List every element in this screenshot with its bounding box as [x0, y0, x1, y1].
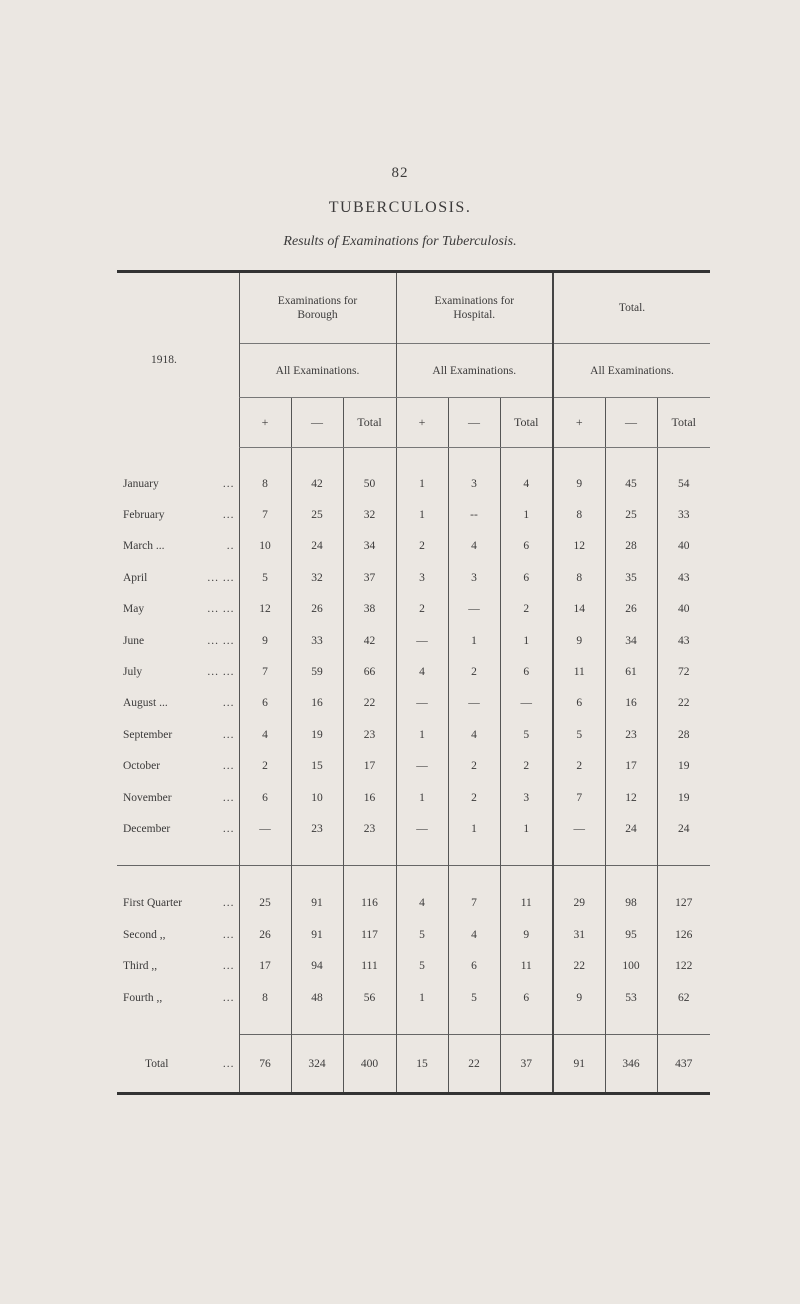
- page-number: 82: [391, 165, 409, 181]
- row-label: [117, 625, 239, 656]
- cell-hospital-minus: 22: [448, 1037, 500, 1094]
- table-row: [117, 594, 710, 625]
- cell-borough-plus: 2: [239, 751, 291, 782]
- cell-borough-minus: 19: [291, 719, 343, 750]
- cell-borough-plus: 26: [239, 919, 291, 951]
- column-header-total-total: Total: [657, 398, 710, 448]
- column-header-hospital-minus: —: [448, 398, 500, 448]
- cell-borough-total: 42: [343, 625, 396, 656]
- cell-hospital-minus: 2: [448, 782, 500, 813]
- table-row: [117, 468, 710, 499]
- cell-total-plus: 31: [553, 919, 605, 951]
- cell-borough-minus: 324: [291, 1037, 343, 1094]
- cell-total-plus: 8: [553, 562, 605, 593]
- row-label-dots: ...: [222, 960, 235, 973]
- cell-hospital-plus: —: [396, 625, 448, 656]
- row-label-text: November: [123, 791, 172, 804]
- cell-borough-total: 17: [343, 751, 396, 782]
- cell-total-total: 122: [657, 951, 710, 983]
- cell-total-total: 54: [657, 468, 710, 499]
- row-label-text: December: [123, 822, 171, 835]
- cell-borough-minus: 16: [291, 688, 343, 719]
- cell-hospital-minus: —: [448, 688, 500, 719]
- cell-total-minus: 98: [605, 888, 657, 920]
- table-row: [117, 782, 710, 813]
- cell-total-minus: 45: [605, 468, 657, 499]
- cell-hospital-minus: 7: [448, 888, 500, 920]
- cell-total-plus: 7: [553, 782, 605, 813]
- row-label-text: Third ,,: [123, 960, 158, 973]
- cell-total-plus: —: [553, 813, 605, 844]
- cell-total-plus: 9: [553, 625, 605, 656]
- row-label: [117, 594, 239, 625]
- cell-total-minus: 35: [605, 562, 657, 593]
- row-label-dots: ... ...: [207, 666, 235, 679]
- row-label-text: July: [123, 666, 143, 679]
- table-row: [117, 751, 710, 782]
- column-header-borough-plus: +: [239, 398, 291, 448]
- cell-borough-total: 23: [343, 719, 396, 750]
- cell-borough-plus: 12: [239, 594, 291, 625]
- row-label: [117, 531, 239, 562]
- subheader-hospital: All Examinations.: [396, 344, 553, 398]
- cell-borough-minus: 32: [291, 562, 343, 593]
- group-header-borough: Examinations for Borough: [239, 272, 396, 344]
- row-label: [117, 919, 239, 951]
- row-label-text: Total: [145, 1058, 169, 1071]
- cell-hospital-plus: 5: [396, 951, 448, 983]
- row-label-dots: ...: [222, 697, 235, 710]
- cell-hospital-plus: 4: [396, 656, 448, 687]
- cell-total-plus: 9: [553, 982, 605, 1014]
- spacer-row: [117, 1014, 710, 1035]
- cell-total-plus: 8: [553, 499, 605, 530]
- spacer-row: [117, 845, 710, 866]
- cell-hospital-total: 6: [500, 531, 553, 562]
- row-label: [117, 982, 239, 1014]
- cell-borough-total: 32: [343, 499, 396, 530]
- cell-hospital-plus: 2: [396, 594, 448, 625]
- cell-borough-total: 16: [343, 782, 396, 813]
- cell-hospital-plus: 1: [396, 468, 448, 499]
- cell-borough-total: 34: [343, 531, 396, 562]
- row-label: [117, 468, 239, 499]
- cell-hospital-minus: 4: [448, 919, 500, 951]
- cell-borough-plus: 8: [239, 468, 291, 499]
- cell-hospital-plus: 1: [396, 982, 448, 1014]
- cell-total-plus: 29: [553, 888, 605, 920]
- cell-hospital-total: 6: [500, 656, 553, 687]
- row-label-dots: ...: [222, 897, 235, 910]
- quarter-row: [117, 951, 710, 983]
- cell-borough-total: 116: [343, 888, 396, 920]
- row-label: [117, 656, 239, 687]
- column-header-borough-total: Total: [343, 398, 396, 448]
- cell-borough-minus: 33: [291, 625, 343, 656]
- table-row: [117, 562, 710, 593]
- row-label-text: June: [123, 634, 145, 647]
- cell-hospital-minus: 1: [448, 625, 500, 656]
- cell-borough-plus: 6: [239, 688, 291, 719]
- cell-total-total: 24: [657, 813, 710, 844]
- cell-hospital-minus: 5: [448, 982, 500, 1014]
- cell-total-total: 19: [657, 751, 710, 782]
- table-row: [117, 531, 710, 562]
- cell-borough-plus: 25: [239, 888, 291, 920]
- cell-borough-plus: 76: [239, 1037, 291, 1094]
- row-label-dots: ... ...: [207, 603, 235, 616]
- cell-total-minus: 346: [605, 1037, 657, 1094]
- cell-total-total: 33: [657, 499, 710, 530]
- row-label-dots: ...: [222, 822, 235, 835]
- cell-total-total: 22: [657, 688, 710, 719]
- cell-total-total: 437: [657, 1037, 710, 1094]
- row-label: [117, 562, 239, 593]
- cell-total-total: 40: [657, 531, 710, 562]
- cell-total-plus: 9: [553, 468, 605, 499]
- cell-borough-minus: 42: [291, 468, 343, 499]
- cell-total-plus: 5: [553, 719, 605, 750]
- cell-hospital-plus: 4: [396, 888, 448, 920]
- cell-borough-minus: 25: [291, 499, 343, 530]
- row-label-text: April: [123, 571, 148, 584]
- cell-total-minus: 95: [605, 919, 657, 951]
- row-label-dots: ..: [226, 540, 235, 553]
- cell-borough-plus: 17: [239, 951, 291, 983]
- cell-hospital-minus: --: [448, 499, 500, 530]
- cell-hospital-plus: 1: [396, 719, 448, 750]
- cell-borough-total: 50: [343, 468, 396, 499]
- row-label-dots: ...: [222, 991, 235, 1004]
- total-row: [117, 1037, 710, 1094]
- cell-hospital-minus: 2: [448, 751, 500, 782]
- cell-hospital-total: 11: [500, 951, 553, 983]
- cell-borough-minus: 59: [291, 656, 343, 687]
- cell-total-total: 19: [657, 782, 710, 813]
- cell-hospital-total: —: [500, 688, 553, 719]
- row-label: [117, 719, 239, 750]
- row-label-text: First Quarter: [123, 897, 183, 910]
- row-label-dots: ...: [222, 791, 235, 804]
- cell-hospital-plus: 3: [396, 562, 448, 593]
- cell-total-minus: 16: [605, 688, 657, 719]
- cell-total-total: 72: [657, 656, 710, 687]
- cell-borough-total: 400: [343, 1037, 396, 1094]
- row-label-dots: ... ...: [207, 634, 235, 647]
- cell-hospital-total: 5: [500, 719, 553, 750]
- table-row: [117, 656, 710, 687]
- cell-hospital-plus: 1: [396, 782, 448, 813]
- cell-hospital-plus: 2: [396, 531, 448, 562]
- cell-hospital-plus: 15: [396, 1037, 448, 1094]
- column-header-total-minus: —: [605, 398, 657, 448]
- cell-borough-minus: 15: [291, 751, 343, 782]
- cell-hospital-total: 37: [500, 1037, 553, 1094]
- row-label: [117, 951, 239, 983]
- cell-total-plus: 6: [553, 688, 605, 719]
- cell-hospital-total: 9: [500, 919, 553, 951]
- cell-borough-plus: 4: [239, 719, 291, 750]
- year-header: 1918.: [151, 354, 177, 367]
- cell-borough-total: 23: [343, 813, 396, 844]
- table-subtitle: Results of Examinations for Tuberculosis.: [283, 234, 517, 249]
- cell-borough-total: 56: [343, 982, 396, 1014]
- cell-total-minus: 34: [605, 625, 657, 656]
- cell-total-plus: 22: [553, 951, 605, 983]
- cell-hospital-plus: 5: [396, 919, 448, 951]
- row-label-text: September: [123, 728, 173, 741]
- cell-borough-total: 37: [343, 562, 396, 593]
- cell-hospital-total: 11: [500, 888, 553, 920]
- row-label-dots: ...: [222, 928, 235, 941]
- cell-hospital-total: 1: [500, 499, 553, 530]
- group-header-hospital: Examinations for Hospital.: [396, 272, 553, 344]
- row-label-dots: ...: [222, 728, 235, 741]
- cell-total-total: 43: [657, 625, 710, 656]
- table-row: [117, 625, 710, 656]
- page-title: TUBERCULOSIS.: [328, 199, 472, 216]
- cell-hospital-total: 1: [500, 625, 553, 656]
- cell-borough-plus: 7: [239, 499, 291, 530]
- cell-hospital-plus: —: [396, 688, 448, 719]
- row-label: [117, 1037, 239, 1094]
- row-label-text: October: [123, 760, 161, 773]
- cell-borough-minus: 24: [291, 531, 343, 562]
- cell-hospital-total: 1: [500, 813, 553, 844]
- row-label-text: March ...: [123, 540, 165, 553]
- cell-hospital-total: 2: [500, 594, 553, 625]
- cell-hospital-minus: 1: [448, 813, 500, 844]
- cell-total-plus: 91: [553, 1037, 605, 1094]
- cell-total-total: 43: [657, 562, 710, 593]
- row-label-text: August ...: [123, 697, 168, 710]
- column-header-hospital-total: Total: [500, 398, 553, 448]
- cell-hospital-minus: 3: [448, 468, 500, 499]
- cell-hospital-total: 4: [500, 468, 553, 499]
- row-label-dots: ...: [222, 1058, 235, 1071]
- cell-total-total: 28: [657, 719, 710, 750]
- column-header-borough-minus: —: [291, 398, 343, 448]
- cell-borough-plus: 9: [239, 625, 291, 656]
- cell-total-minus: 24: [605, 813, 657, 844]
- cell-borough-minus: 10: [291, 782, 343, 813]
- cell-borough-minus: 23: [291, 813, 343, 844]
- cell-borough-minus: 91: [291, 919, 343, 951]
- quarter-row: [117, 982, 710, 1014]
- row-label: [117, 751, 239, 782]
- row-label-text: February: [123, 509, 165, 522]
- cell-total-minus: 12: [605, 782, 657, 813]
- cell-borough-plus: 8: [239, 982, 291, 1014]
- cell-hospital-total: 2: [500, 751, 553, 782]
- tuberculosis-results-table: [117, 270, 710, 1095]
- cell-borough-total: 38: [343, 594, 396, 625]
- cell-total-plus: 12: [553, 531, 605, 562]
- cell-borough-total: 117: [343, 919, 396, 951]
- table-row: [117, 499, 710, 530]
- cell-total-minus: 17: [605, 751, 657, 782]
- cell-borough-minus: 48: [291, 982, 343, 1014]
- cell-hospital-minus: 4: [448, 531, 500, 562]
- cell-hospital-total: 3: [500, 782, 553, 813]
- cell-borough-minus: 91: [291, 888, 343, 920]
- cell-total-minus: 23: [605, 719, 657, 750]
- cell-total-minus: 100: [605, 951, 657, 983]
- row-label: [117, 813, 239, 844]
- spacer-row: [117, 868, 710, 888]
- cell-total-plus: 2: [553, 751, 605, 782]
- cell-total-total: 40: [657, 594, 710, 625]
- table-row: [117, 688, 710, 719]
- cell-borough-plus: 6: [239, 782, 291, 813]
- cell-total-total: 126: [657, 919, 710, 951]
- cell-total-plus: 14: [553, 594, 605, 625]
- cell-borough-plus: 5: [239, 562, 291, 593]
- row-label: [117, 499, 239, 530]
- row-label-text: Fourth ,,: [123, 991, 163, 1004]
- column-header-hospital-plus: +: [396, 398, 448, 448]
- cell-borough-plus: 10: [239, 531, 291, 562]
- row-label-text: January: [123, 477, 159, 490]
- subheader-total: All Examinations.: [553, 344, 710, 398]
- table-row: [117, 813, 710, 844]
- row-label-dots: ...: [222, 760, 235, 773]
- group-header-total: Total.: [553, 272, 710, 344]
- cell-total-minus: 61: [605, 656, 657, 687]
- cell-hospital-minus: 3: [448, 562, 500, 593]
- cell-borough-plus: —: [239, 813, 291, 844]
- cell-hospital-minus: 4: [448, 719, 500, 750]
- subheader-borough: All Examinations.: [239, 344, 396, 398]
- spacer-row: [117, 448, 710, 469]
- cell-hospital-minus: —: [448, 594, 500, 625]
- quarter-row: [117, 888, 710, 920]
- cell-hospital-plus: 1: [396, 499, 448, 530]
- column-header-total-plus: +: [553, 398, 605, 448]
- cell-hospital-plus: —: [396, 751, 448, 782]
- cell-total-minus: 26: [605, 594, 657, 625]
- cell-total-minus: 25: [605, 499, 657, 530]
- row-label-text: Second ,,: [123, 928, 166, 941]
- row-label-text: May: [123, 603, 145, 616]
- cell-hospital-total: 6: [500, 562, 553, 593]
- quarter-row: [117, 919, 710, 951]
- cell-total-total: 127: [657, 888, 710, 920]
- cell-hospital-minus: 6: [448, 951, 500, 983]
- row-label-dots: ... ...: [207, 571, 235, 584]
- cell-borough-total: 111: [343, 951, 396, 983]
- row-label-dots: ...: [222, 477, 235, 490]
- cell-borough-minus: 26: [291, 594, 343, 625]
- cell-borough-plus: 7: [239, 656, 291, 687]
- cell-total-minus: 28: [605, 531, 657, 562]
- cell-hospital-plus: —: [396, 813, 448, 844]
- row-label: [117, 888, 239, 920]
- cell-total-minus: 53: [605, 982, 657, 1014]
- cell-borough-total: 66: [343, 656, 396, 687]
- cell-borough-total: 22: [343, 688, 396, 719]
- cell-hospital-total: 6: [500, 982, 553, 1014]
- row-label: [117, 688, 239, 719]
- cell-total-plus: 11: [553, 656, 605, 687]
- row-label: [117, 782, 239, 813]
- cell-hospital-minus: 2: [448, 656, 500, 687]
- cell-borough-minus: 94: [291, 951, 343, 983]
- table-row: [117, 719, 710, 750]
- row-label-dots: ...: [222, 509, 235, 522]
- cell-total-total: 62: [657, 982, 710, 1014]
